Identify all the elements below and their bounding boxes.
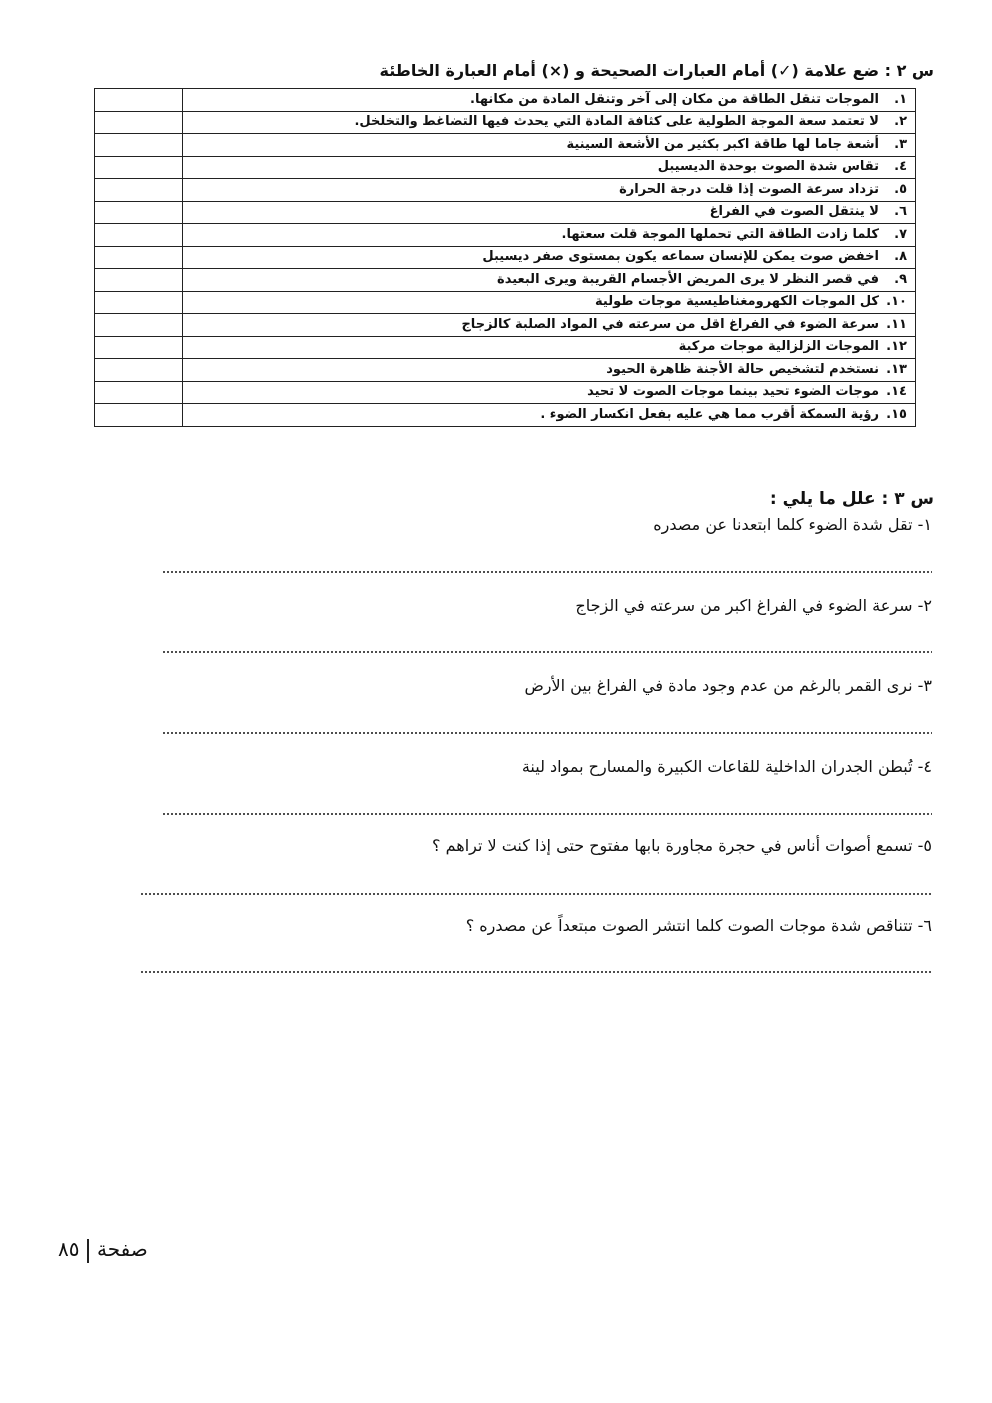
table-row	[95, 404, 916, 427]
answer-box[interactable]	[95, 246, 183, 269]
statement-cell: ٧.كلما زادت الطاقة التي تحملها الموجة قلت سعتها.	[183, 224, 916, 247]
table-row	[95, 381, 916, 404]
reason-question: ٣- نرى القمر بالرغم من عدم وجود مادة في الفراغ بين الأرض	[524, 676, 932, 695]
statement-cell: ٨.اخفض صوت يمكن للإنسان سماعه يكون بمستوى صفر ديسيبل	[183, 246, 916, 269]
answer-box[interactable]	[95, 404, 183, 427]
statement-cell: ١.الموجات تنقل الطاقة من مكان إلى آخر وتنقل المادة من مكانها.	[183, 89, 916, 112]
table-row	[95, 314, 916, 337]
table-row	[95, 336, 916, 359]
answer-box[interactable]	[95, 224, 183, 247]
answer-line[interactable]	[140, 971, 932, 973]
question-3-title: س ٣ : علل ما يلي :	[769, 489, 934, 509]
reason-question: ١- تقل شدة الضوء كلما ابتعدنا عن مصدره	[653, 515, 932, 534]
statement-cell: ٢.لا تعتمد سعة الموجة الطولية على كثافة المادة التي يحدث فيها التضاغط والتخلخل.	[183, 111, 916, 134]
table-row	[95, 291, 916, 314]
statement-cell: ٩.في قصر النظر لا يرى المريض الأجسام القريبة ويرى البعيدة	[183, 269, 916, 292]
table-row	[95, 269, 916, 292]
answer-box[interactable]	[95, 336, 183, 359]
table-row	[95, 246, 916, 269]
statement-cell: ١١.سرعة الضوء في الفراغ اقل من سرعته في المواد الصلبة كالزجاج	[183, 314, 916, 337]
statement-cell: ١٠.كل الموجات الكهرومغناطيسية موجات طولية	[183, 291, 916, 314]
answer-box[interactable]	[95, 359, 183, 382]
table-row	[95, 134, 916, 157]
statement-cell: ٥.تزداد سرعة الصوت إذا قلت درجة الحرارة	[183, 179, 916, 202]
answer-box[interactable]	[95, 156, 183, 179]
answer-box[interactable]	[95, 134, 183, 157]
page-footer	[58, 1236, 148, 1263]
answer-box[interactable]	[95, 381, 183, 404]
statement-cell: ١٣.نستخدم لتشخيص حالة الأجنة ظاهرة الحيود	[183, 359, 916, 382]
statement-cell: ١٥.رؤية السمكة أقرب مما هي عليه بفعل انكسار الضوء .	[183, 404, 916, 427]
table-row	[95, 359, 916, 382]
table-row	[95, 224, 916, 247]
table-row	[95, 179, 916, 202]
answer-box[interactable]	[95, 269, 183, 292]
answer-box[interactable]	[95, 314, 183, 337]
answer-line[interactable]	[162, 813, 932, 815]
answer-box[interactable]	[95, 201, 183, 224]
answer-box[interactable]	[95, 291, 183, 314]
reason-question: ٢- سرعة الضوء في الفراغ اكبر من سرعته في الزجاج	[575, 596, 932, 615]
answer-box[interactable]	[95, 89, 183, 112]
answer-box[interactable]	[95, 179, 183, 202]
table-row	[95, 89, 916, 112]
answer-line[interactable]	[140, 893, 932, 895]
answer-line[interactable]	[162, 651, 932, 653]
answer-box[interactable]	[95, 111, 183, 134]
page-label: صفحة	[96, 1237, 148, 1261]
table-row	[95, 156, 916, 179]
statement-cell: ٦.لا ينتقل الصوت في الفراغ	[183, 201, 916, 224]
answer-line[interactable]	[162, 571, 932, 573]
question-2-title: س ٢ : ضع علامة (✓) أمام العبارات الصحيحة و (×) أمام العبارة الخاطئة	[379, 61, 934, 80]
statement-cell: ١٤.موجات الضوء تحيد بينما موجات الصوت لا تحيد	[183, 381, 916, 404]
answer-line[interactable]	[162, 732, 932, 734]
reason-question: ٦- تتناقص شدة موجات الصوت كلما انتشر الصوت مبتعداً عن مصدره ؟	[465, 916, 932, 935]
true-false-table	[94, 88, 916, 427]
statement-cell: ٤.تقاس شدة الصوت بوحدة الديسيبل	[183, 156, 916, 179]
reason-question: ٥- تسمع أصوات أناس في حجرة مجاورة بابها مفتوح حتى إذا كنت لا تراهم ؟	[432, 836, 932, 855]
reason-question: ٤- تُبطن الجدران الداخلية للقاعات الكبيرة والمسارح بمواد لينة	[521, 757, 932, 776]
footer-divider	[87, 1239, 89, 1263]
statement-cell: ١٢.الموجات الزلزالية موجات مركبة	[183, 336, 916, 359]
table-row	[95, 111, 916, 134]
page-number: ٨٥	[58, 1237, 80, 1261]
statement-cell: ٣.أشعة جاما لها طاقة اكبر بكثير من الأشعة السينية	[183, 134, 916, 157]
table-row	[95, 201, 916, 224]
